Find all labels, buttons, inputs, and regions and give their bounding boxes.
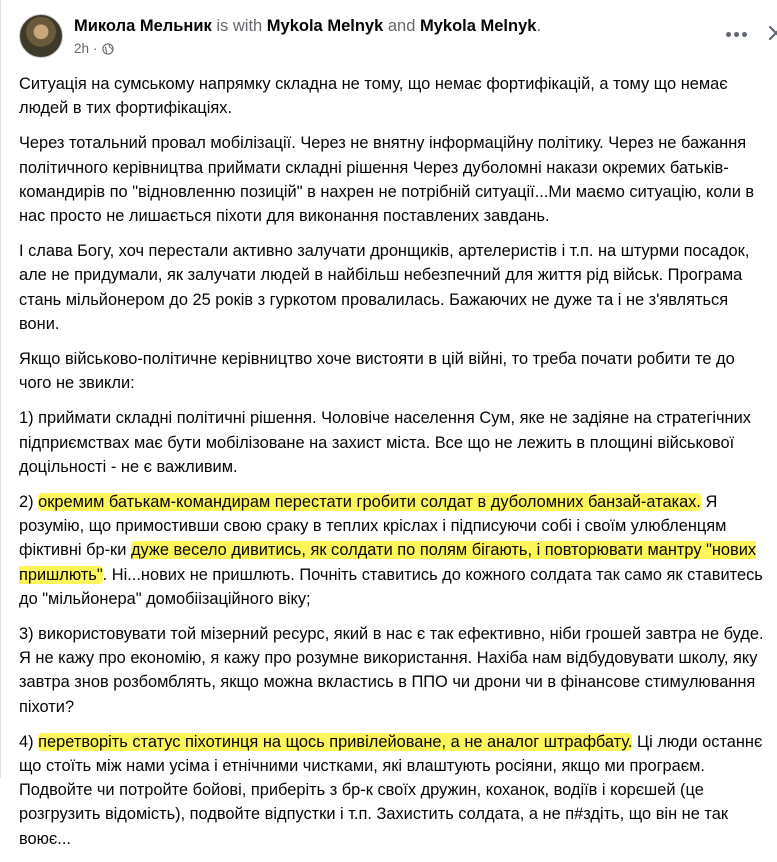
paragraph-6-part-3: . Ні...нових не пришлють. Почніть ставитись до кожного солдата так само як ставитесь до "мільйонера" домобіізаційного віку; — [19, 565, 763, 608]
more-options-icon[interactable] — [724, 22, 748, 46]
paragraph-8-part-1: 4) — [19, 732, 39, 751]
paragraph-6 — [19, 490, 769, 611]
globe-icon[interactable] — [102, 43, 114, 55]
paragraph-7: 3) використовувати той мізерний ресурс, який в нас є так ефективно, ніби грошей завтра не буде. Я не кажу про економію, я кажу про розумне використання. Нахіба нам відбудовувати школу, яку завтра знов розбомблять, якщо можна вкластись в ППО чи дрони чи в фінансове стимулювання піхоти? — [19, 625, 764, 716]
and-text: and — [387, 17, 416, 35]
paragraph-5: 1) приймати складні політичні рішення. Чоловіче населення Сум, яке не задіяне на стратегічних підприємствах має бути мобілізоване на захист міста. Все що не лежить в площині військової доцільності - не є важливим. — [19, 409, 751, 476]
dot-separator: · — [93, 41, 98, 56]
post-body — [19, 72, 769, 862]
tagged-user-2[interactable]: Mykola Melnyk — [419, 17, 537, 35]
close-icon[interactable] — [764, 21, 777, 45]
post-meta — [74, 41, 114, 56]
paragraph-8 — [19, 730, 769, 851]
paragraph-4: Якщо військово-політичне керівництво хоче вистояти в цій війні, то треба почати робити те до чого не звикли: — [19, 350, 735, 393]
highlight-1: окремим батькам-командирам перестати гробити солдат в дуболомних банзай-атаках. — [38, 493, 701, 512]
tagged-user-1[interactable]: Mykola Melnyk — [266, 17, 384, 35]
paragraph-6-part-2: Я розумію, що примостивши свою сраку в теплих кріслах і підписуючи собі і своїм улюбленцям фіктивні бр-ки — [19, 493, 727, 560]
post-header — [19, 14, 777, 62]
paragraph-3: І слава Богу, хоч перестали активно залучати дронщиків, артелеристів і т.п. на штурми посадок, але не придумали, як залучати людей в найбільш небезпечний для життя рід військ. Програма стань мільйонером до 25 років з гуркотом провалилась. Бажаючих не дуже та і не з'являться вони. — [19, 242, 750, 333]
paragraph-8-part-2: Ці люди останнє що стоїть між нами усіма і етнічними чистками, які влаштують росіяни, якщо ми програєм. Подвойте чи потройте бойові, приберіть з бр-к своїх дружин, коханок, водіїв і корєшей (це розгрузить відомість), подвойте відпустки і т.п. Захистить солдата, а не п#здіть, що він не так воює... — [19, 732, 763, 848]
paragraph-1: Ситуація на сумському напрямку складна не тому, що немає фортифікацій, а тому що немає людей в тих фортифікаціях. — [19, 75, 728, 118]
with-text: is with — [216, 17, 263, 35]
post-time[interactable]: 2h — [74, 41, 90, 56]
author-name[interactable]: Микола Мельник — [74, 17, 212, 35]
highlight-3: перетворіть статус піхотинця на щось привілейоване, а не аналог штрафбату. — [38, 732, 633, 751]
highlight-2: дуже весело дивитись, як солдати по полям бігають, і повторювати мантру "нових пришлють" — [19, 541, 757, 584]
period-text: . — [536, 17, 542, 35]
paragraph-2: Через тотальний провал мобілізації. Через не внятну інформаційну політику. Через не бажання політичного керівництва приймати складні рішення Через дуболомні накази окремих батьків-командирів по "відновленню позицій" в нахрен не потрібній ситуації...Ми маємо ситуацію, коли в нас просто не лишається піхоти для виконання поставлених завдань. — [19, 134, 755, 226]
author-line — [74, 17, 541, 36]
author-avatar[interactable] — [19, 14, 63, 58]
paragraph-6-part-1: 2) — [19, 493, 39, 512]
